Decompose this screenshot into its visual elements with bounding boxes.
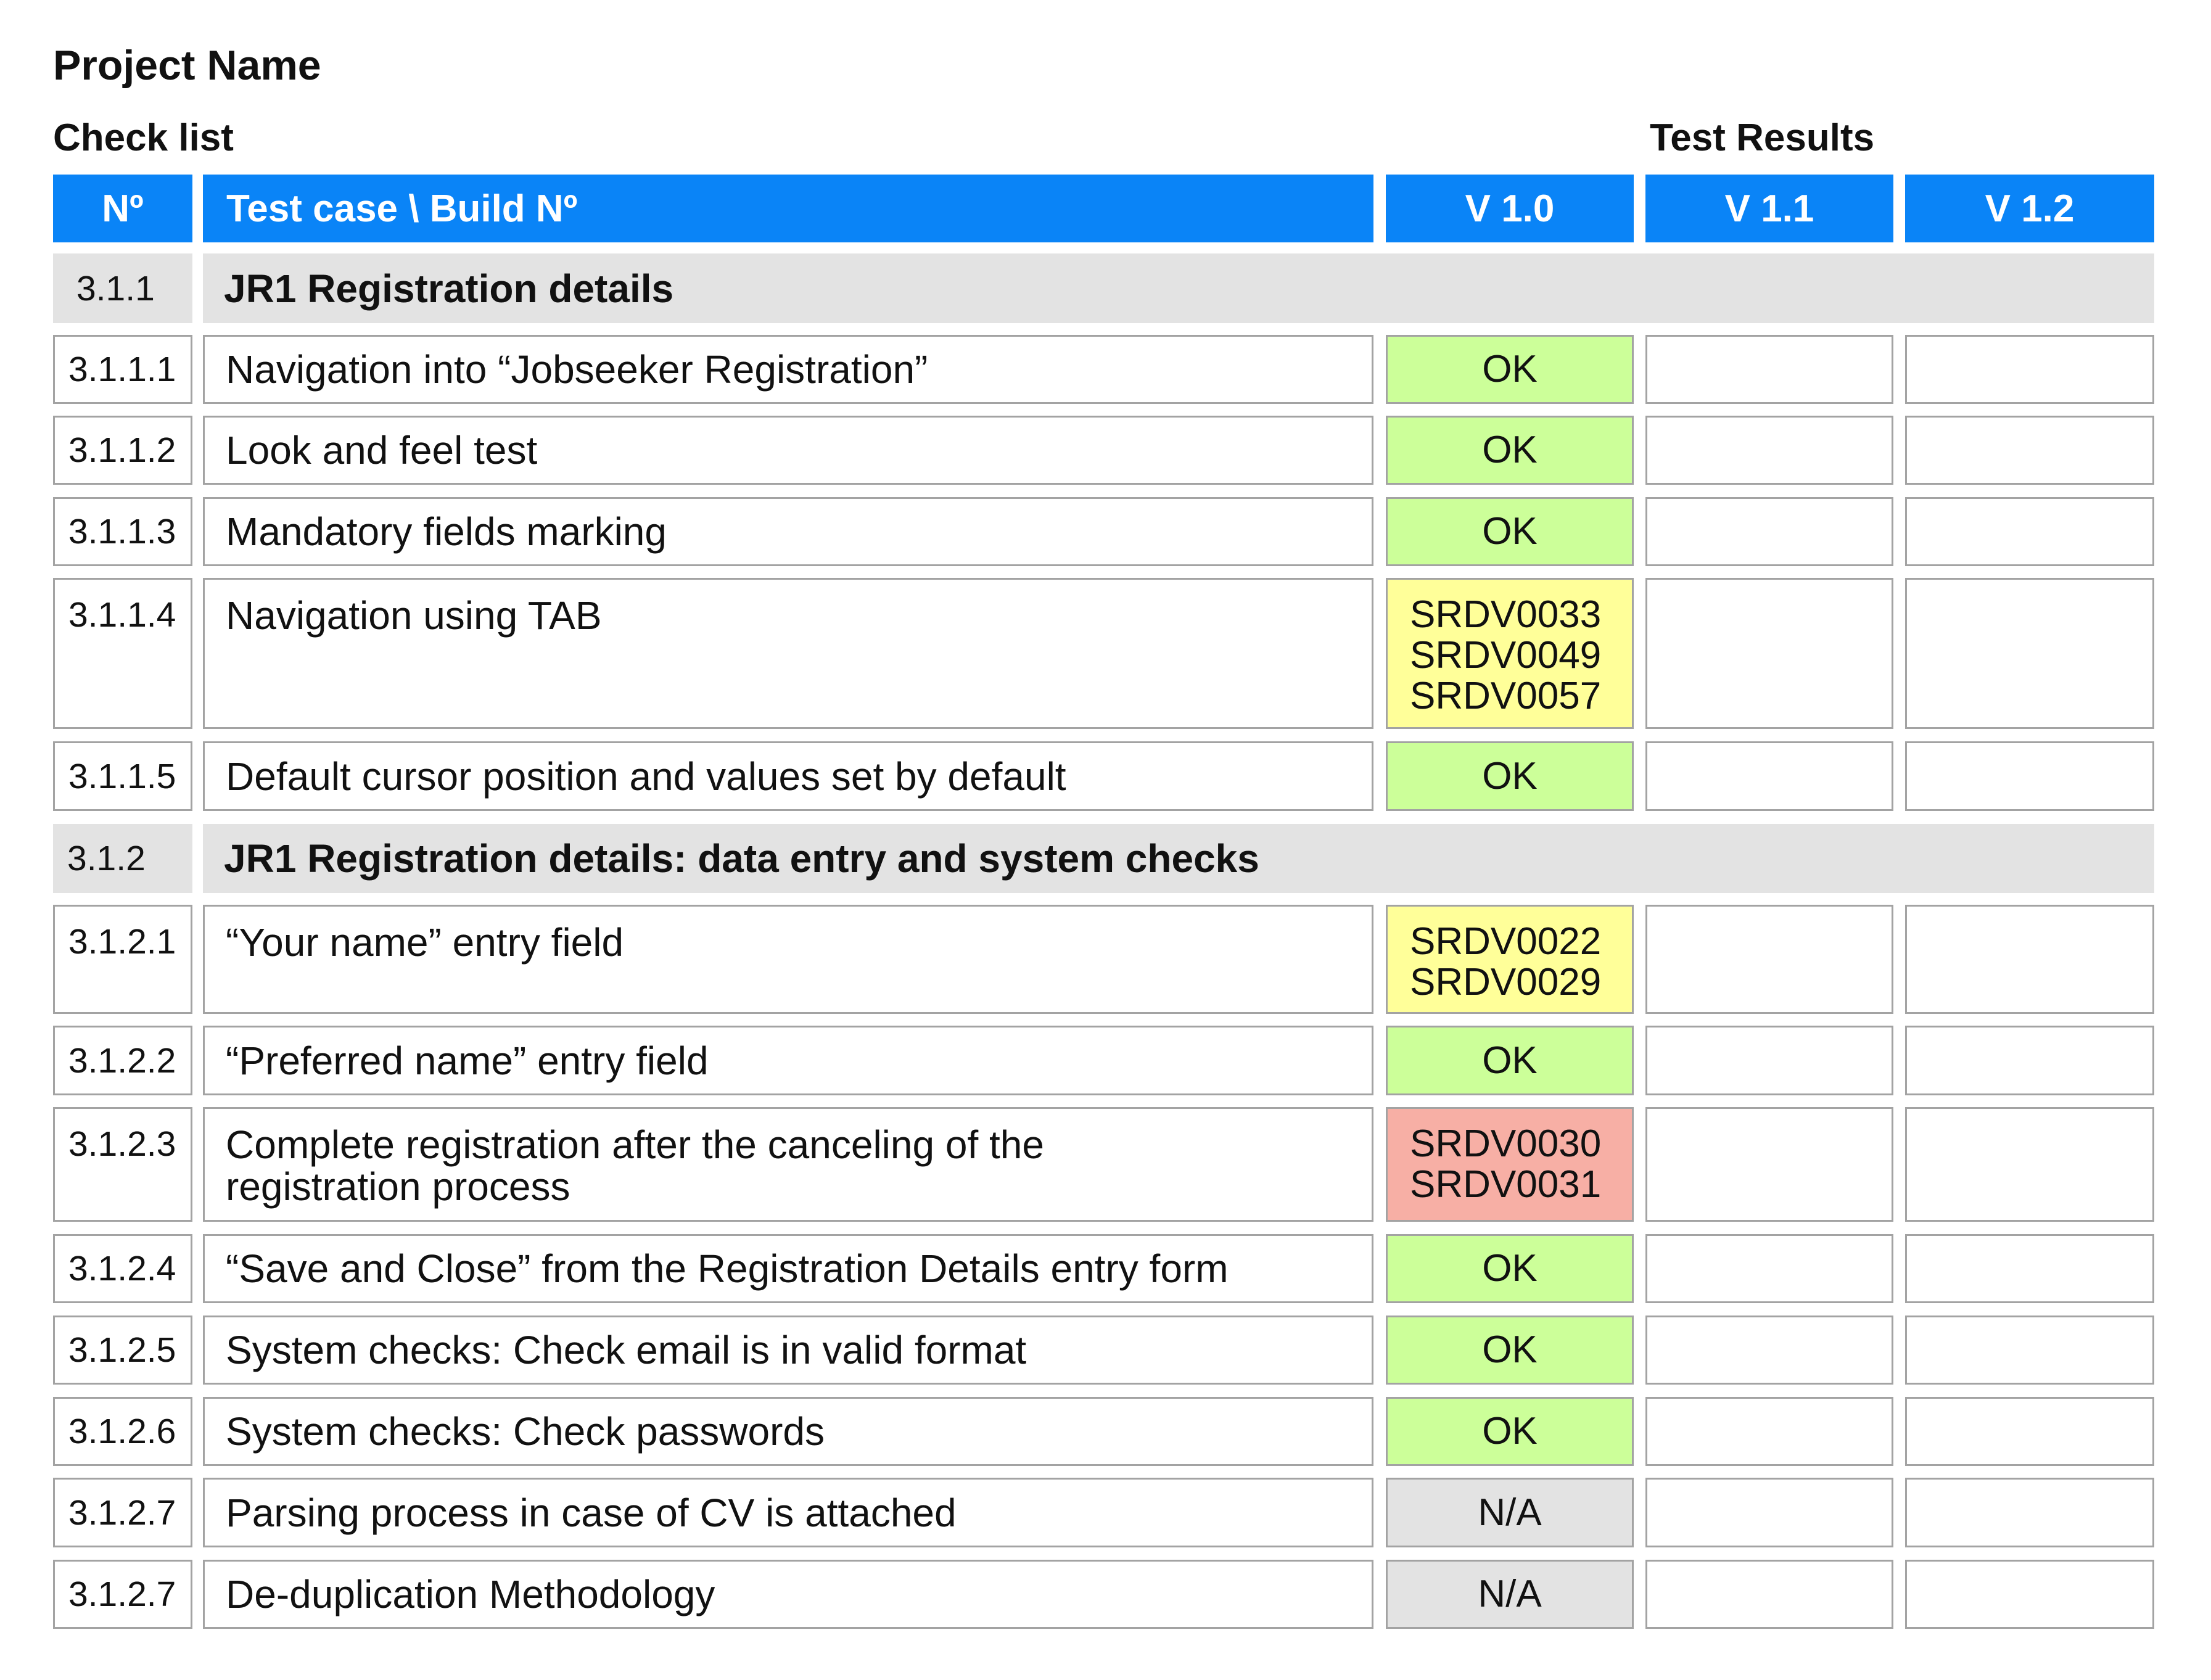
test-case-description-cell <box>203 1316 1373 1385</box>
test-case-number: 3.1.1.1 <box>68 350 176 389</box>
test-case-description-cell <box>203 416 1373 485</box>
test-case-description: De-duplication Methodology <box>226 1572 715 1616</box>
result-v1-1-cell[interactable] <box>1645 1397 1893 1466</box>
defect-id: SRDV0031 <box>1410 1163 1602 1206</box>
test-case-number: 3.1.2.2 <box>68 1041 176 1081</box>
result-v1-1-cell[interactable] <box>1645 1316 1893 1385</box>
test-case-description: System checks: Check email is in valid format <box>226 1328 1027 1372</box>
project-title: Project Name <box>53 42 321 89</box>
test-case-number: 3.1.2.6 <box>68 1412 176 1451</box>
test-case-number-cell <box>53 497 192 566</box>
test-case-number: 3.1.1.4 <box>68 595 176 635</box>
test-case-description-cell <box>203 1107 1373 1222</box>
test-case-description: “Your name” entry field <box>226 920 624 965</box>
test-case-description: Mandatory fields marking <box>226 509 667 554</box>
result-status: N/A <box>1478 1491 1542 1534</box>
test-case-description-cell <box>203 1560 1373 1629</box>
test-case-description-cell <box>203 1026 1373 1095</box>
test-case-number: 3.1.2.5 <box>68 1330 176 1370</box>
defect-id: SRDV0030 <box>1410 1122 1602 1165</box>
test-case-description-cell <box>203 1397 1373 1466</box>
result-v1-1-cell[interactable] <box>1645 416 1893 485</box>
test-case-number-cell <box>53 1234 192 1303</box>
test-case-description-cell <box>203 1234 1373 1303</box>
section-title-cell <box>203 824 2154 893</box>
result-v1-2-cell[interactable] <box>1905 1107 2154 1222</box>
result-v1-2-cell[interactable] <box>1905 1478 2154 1547</box>
result-v1-1-cell[interactable] <box>1645 1107 1893 1222</box>
test-case-description: Navigation using TAB <box>226 593 602 638</box>
result-status: N/A <box>1478 1573 1542 1615</box>
section-number: 3.1.2 <box>67 839 146 878</box>
result-v1-0-cell <box>1386 905 1634 1014</box>
test-case-number: 3.1.2.1 <box>68 922 176 961</box>
defect-id: SRDV0033 <box>1410 593 1602 636</box>
result-v1-2-cell[interactable] <box>1905 416 2154 485</box>
defect-id: SRDV0057 <box>1410 675 1602 717</box>
section-number: 3.1.1 <box>76 268 155 308</box>
test-case-number: 3.1.1.2 <box>68 430 176 470</box>
result-v1-2-cell[interactable] <box>1905 335 2154 404</box>
result-v1-2-cell[interactable] <box>1905 741 2154 811</box>
test-case-description: Complete registration after the canceling of the registration process <box>226 1122 1044 1209</box>
test-case-number: 3.1.2.4 <box>68 1249 176 1288</box>
test-case-description-cell <box>203 905 1373 1014</box>
test-case-number: 3.1.2.3 <box>68 1124 176 1164</box>
result-v1-0-cell <box>1386 741 1634 811</box>
result-v1-0-cell <box>1386 335 1634 404</box>
result-status: OK <box>1482 348 1538 390</box>
defect-id: SRDV0029 <box>1410 961 1602 1003</box>
section-number-cell <box>53 824 192 893</box>
test-case-number-cell <box>53 1560 192 1629</box>
result-status: OK <box>1482 1039 1538 1082</box>
result-v1-0-cell <box>1386 1560 1634 1629</box>
test-case-number: 3.1.1.5 <box>68 757 176 796</box>
defect-id: SRDV0022 <box>1410 920 1602 963</box>
result-v1-0-cell <box>1386 578 1634 729</box>
test-case-number-cell <box>53 416 192 485</box>
test-case-description: “Save and Close” from the Registration Details entry form <box>226 1246 1229 1291</box>
section-title: JR1 Registration details <box>224 266 674 311</box>
result-v1-0-cell <box>1386 1026 1634 1095</box>
result-v1-1-cell[interactable] <box>1645 905 1893 1014</box>
result-v1-0-cell <box>1386 1478 1634 1547</box>
result-v1-0-cell <box>1386 416 1634 485</box>
test-case-description: Look and feel test <box>226 428 538 472</box>
result-status: OK <box>1482 755 1538 797</box>
result-v1-0-cell <box>1386 1397 1634 1466</box>
test-case-description-cell <box>203 1478 1373 1547</box>
header-number: Nº <box>53 175 192 242</box>
result-v1-1-cell[interactable] <box>1645 1234 1893 1303</box>
test-case-description: Default cursor position and values set by default <box>226 754 1066 799</box>
result-v1-1-cell[interactable] <box>1645 741 1893 811</box>
header-version-1-2: V 1.2 <box>1905 175 2154 242</box>
test-case-number: 3.1.2.7 <box>68 1493 176 1533</box>
test-case-description: Parsing process in case of CV is attached <box>226 1491 957 1535</box>
section-number-cell <box>53 253 192 323</box>
result-v1-0-cell <box>1386 497 1634 566</box>
result-status: OK <box>1482 429 1538 471</box>
result-status: OK <box>1482 510 1538 553</box>
result-v1-2-cell[interactable] <box>1905 1560 2154 1629</box>
test-case-number-cell <box>53 741 192 811</box>
header-version-1-1: V 1.1 <box>1645 175 1893 242</box>
result-v1-0-cell <box>1386 1234 1634 1303</box>
test-case-number-cell <box>53 1107 192 1222</box>
result-v1-2-cell[interactable] <box>1905 905 2154 1014</box>
test-case-description: “Preferred name” entry field <box>226 1039 709 1083</box>
test-case-description-cell <box>203 578 1373 729</box>
result-v1-2-cell[interactable] <box>1905 497 2154 566</box>
result-v1-2-cell[interactable] <box>1905 578 2154 729</box>
result-v1-2-cell[interactable] <box>1905 1234 2154 1303</box>
test-case-number-cell <box>53 1397 192 1466</box>
result-v1-2-cell[interactable] <box>1905 1026 2154 1095</box>
test-results-heading: Test Results <box>1650 117 1875 159</box>
result-v1-1-cell[interactable] <box>1645 1560 1893 1629</box>
defect-id: SRDV0049 <box>1410 634 1602 677</box>
test-case-number: 3.1.1.3 <box>68 512 176 551</box>
test-case-number-cell <box>53 1478 192 1547</box>
checklist-heading: Check list <box>53 117 234 159</box>
result-v1-1-cell[interactable] <box>1645 1478 1893 1547</box>
header-test-case: Test case \ Build Nº <box>203 175 1373 242</box>
result-v1-1-cell[interactable] <box>1645 578 1893 729</box>
test-case-number: 3.1.2.7 <box>68 1575 176 1614</box>
test-case-number-cell <box>53 335 192 404</box>
result-v1-2-cell[interactable] <box>1905 1397 2154 1466</box>
test-case-description-cell <box>203 497 1373 566</box>
test-case-number-cell <box>53 905 192 1014</box>
result-v1-1-cell[interactable] <box>1645 497 1893 566</box>
result-status: OK <box>1482 1328 1538 1371</box>
test-case-number-cell <box>53 1026 192 1095</box>
result-status: OK <box>1482 1410 1538 1452</box>
test-case-description-cell <box>203 335 1373 404</box>
test-case-description: System checks: Check passwords <box>226 1409 825 1454</box>
test-case-description: Navigation into “Jobseeker Registration” <box>226 347 928 392</box>
header-version-1-0: V 1.0 <box>1386 175 1634 242</box>
section-title: JR1 Registration details: data entry and system checks <box>224 836 1259 881</box>
test-case-number-cell <box>53 578 192 729</box>
result-v1-1-cell[interactable] <box>1645 335 1893 404</box>
result-v1-1-cell[interactable] <box>1645 1026 1893 1095</box>
section-title-cell <box>203 253 2154 323</box>
result-v1-0-cell <box>1386 1107 1634 1222</box>
test-case-number-cell <box>53 1316 192 1385</box>
result-status: OK <box>1482 1247 1538 1290</box>
result-v1-0-cell <box>1386 1316 1634 1385</box>
test-case-description-cell <box>203 741 1373 811</box>
result-v1-2-cell[interactable] <box>1905 1316 2154 1385</box>
